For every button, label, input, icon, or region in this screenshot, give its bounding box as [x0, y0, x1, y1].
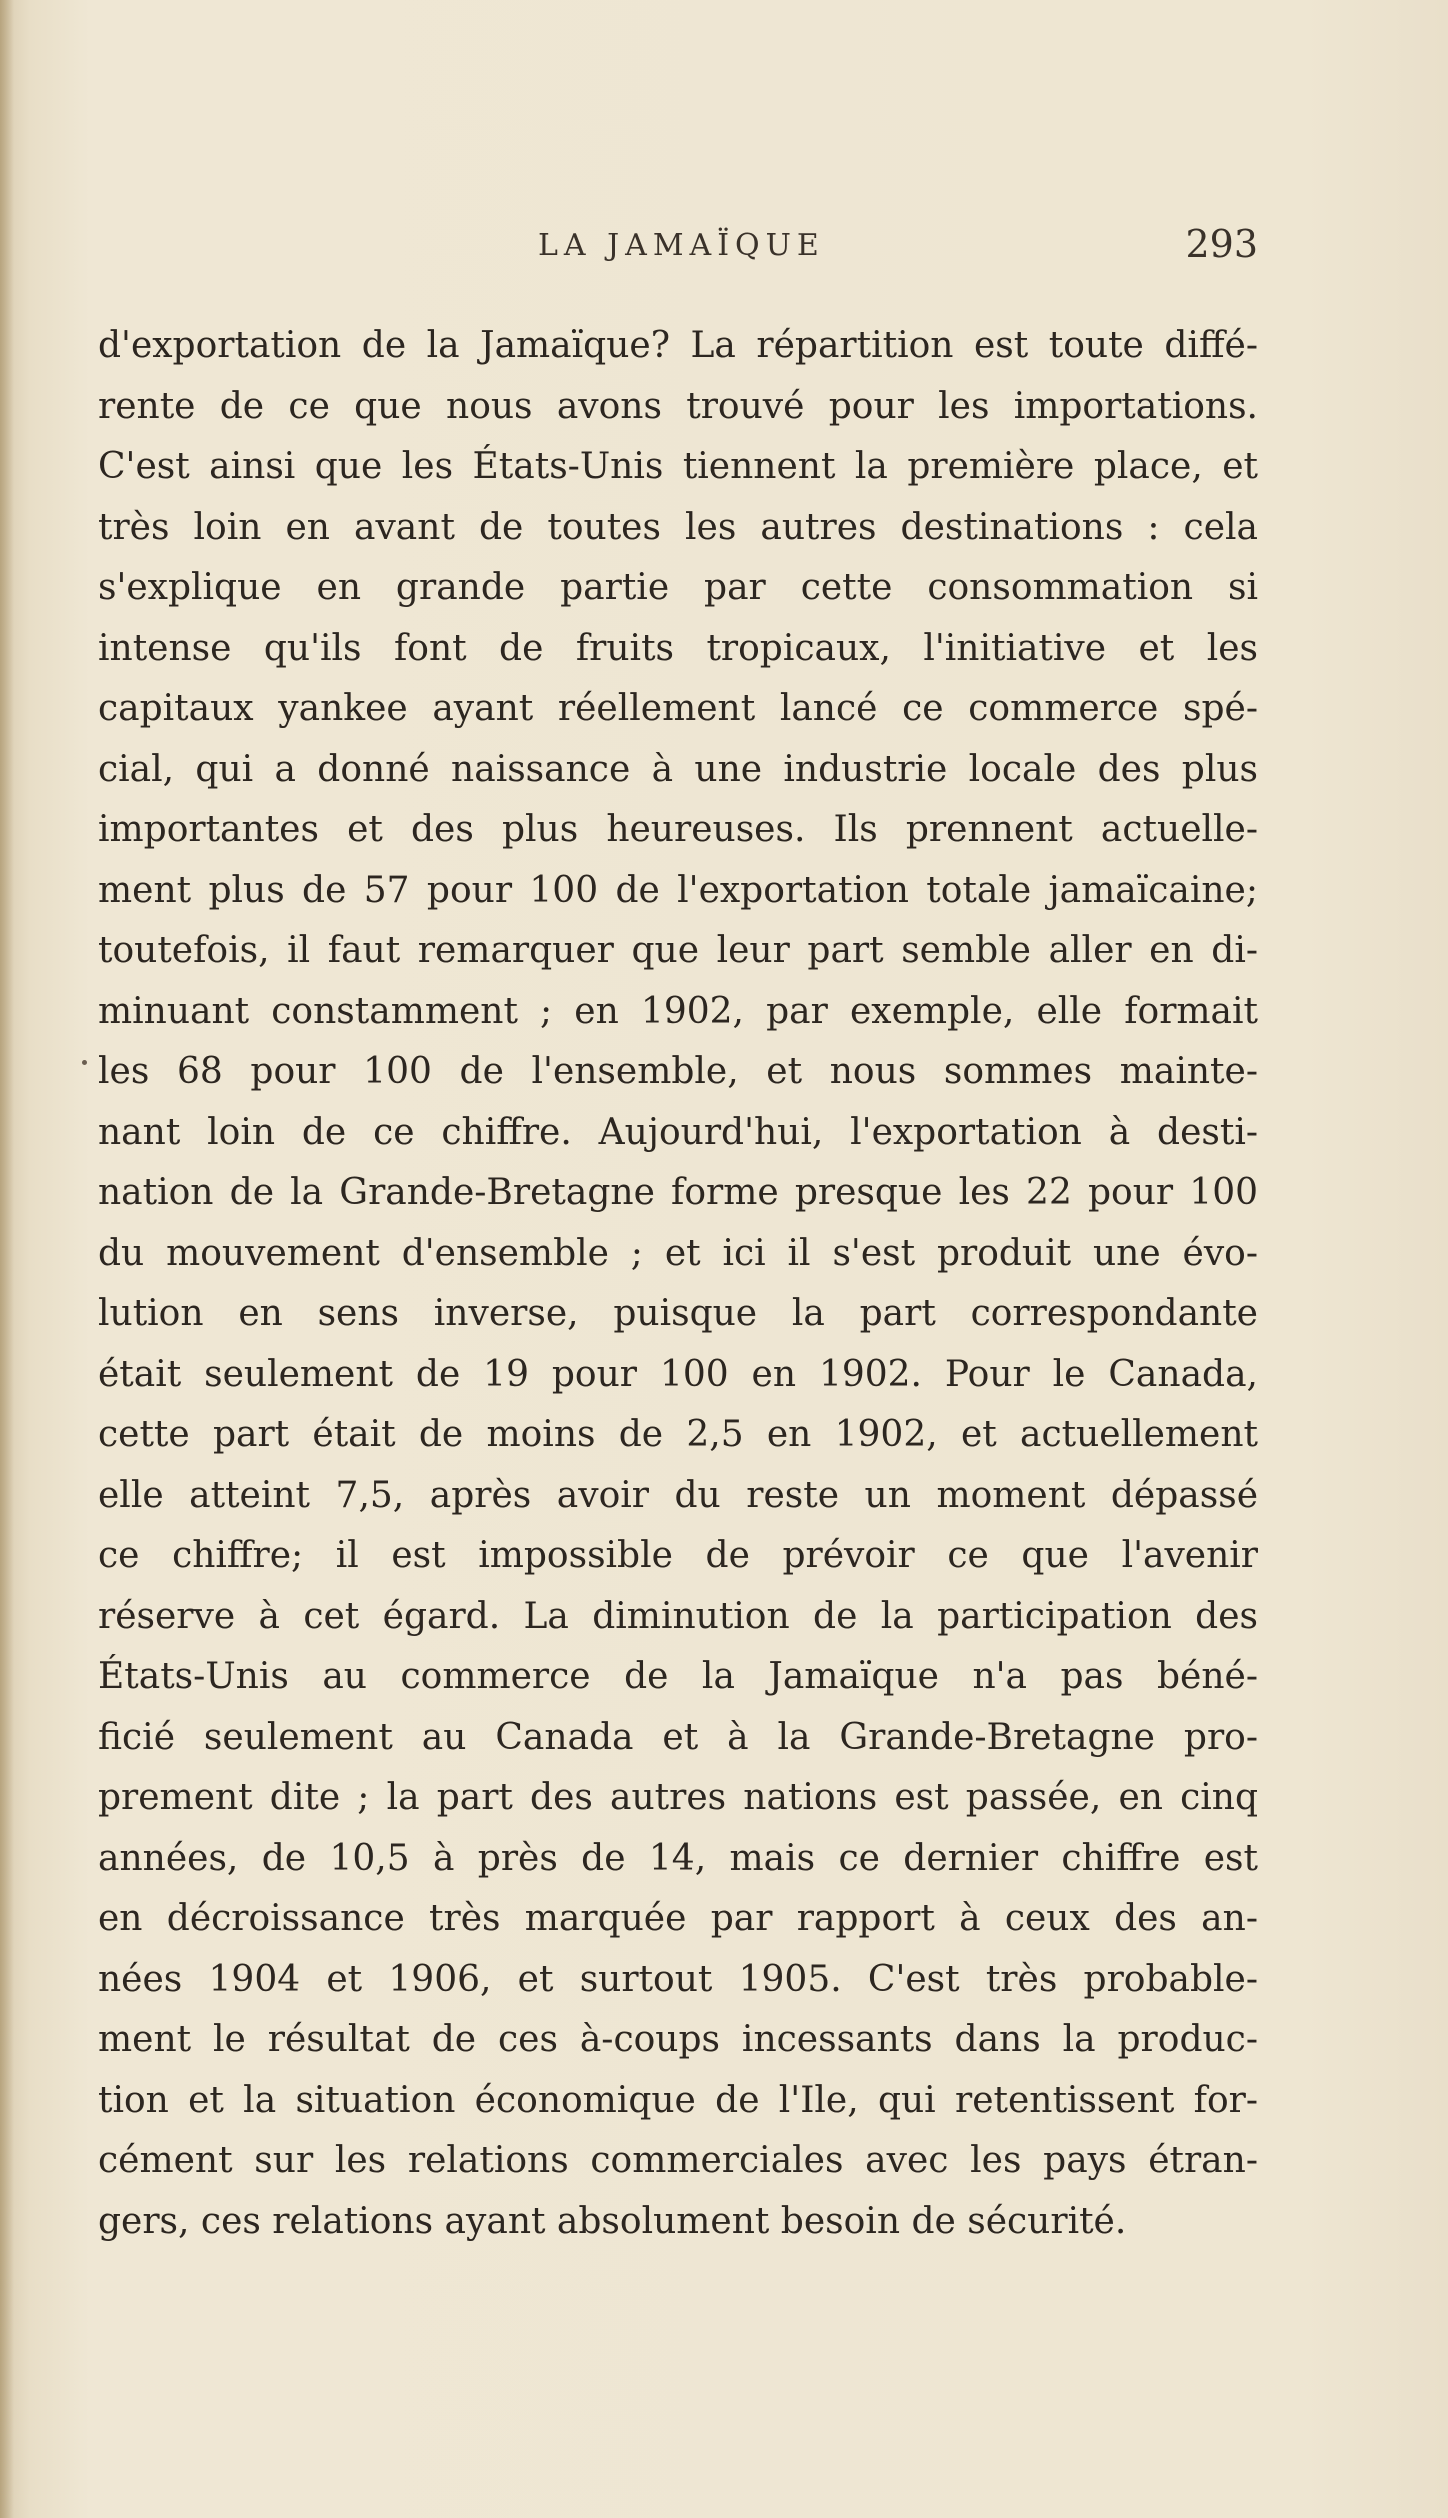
- text-line: nation de la Grande-Bretagne forme presque les 22 pour 100: [98, 1172, 1258, 1213]
- running-head: [98, 222, 1258, 268]
- text-line: rente de ce que nous avons trouvé pour les importations.: [98, 385, 1258, 427]
- page-edge-shadow: [0, 0, 14, 2518]
- text-line: prement dite ; la part des autres nations est passée, en cinq: [98, 1777, 1258, 1818]
- text-line: minuant constamment ; en 1902, par exemple, elle formait: [98, 990, 1258, 1032]
- text-line: capitaux yankee ayant réellement lancé ce commerce spé-: [98, 688, 1258, 729]
- text-line: elle atteint 7,5, après avoir du reste un moment dépassé: [98, 1474, 1258, 1516]
- text-line: ficié seulement au Canada et à la Grande-Bretagne pro-: [98, 1716, 1258, 1758]
- text-line: très loin en avant de toutes les autres destinations : cela: [98, 506, 1258, 548]
- text-line: C'est ainsi que les États-Unis tiennent la première place, et: [98, 446, 1258, 487]
- running-title: LA JAMAÏQUE: [538, 228, 825, 263]
- text-line: s'explique en grande partie par cette consommation si: [98, 567, 1258, 608]
- text-line: ment le résultat de ces à-coups incessants dans la produc-: [98, 2019, 1258, 2060]
- text-line: ce chiffre; il est impossible de prévoir ce que l'avenir: [98, 1535, 1258, 1576]
- text-line: d'exportation de la Jamaïque? La répartition est toute diffé-: [98, 325, 1258, 366]
- text-line: cément sur les relations commerciales avec les pays étran-: [98, 2140, 1258, 2181]
- text-line: les 68 pour 100 de l'ensemble, et nous sommes mainte-: [98, 1051, 1258, 1092]
- text-line: gers, ces relations ayant absolument besoin de sécurité.: [98, 2200, 1127, 2242]
- text-line: tion et la situation économique de l'Ile, qui retentissent for-: [98, 2079, 1258, 2121]
- text-line: réserve à cet égard. La diminution de la participation des: [98, 1595, 1258, 1637]
- text-line: nant loin de ce chiffre. Aujourd'hui, l'exportation à desti-: [98, 1111, 1258, 1153]
- text-line: cial, qui a donné naissance à une industrie locale des plus: [98, 748, 1258, 790]
- text-line: importantes et des plus heureuses. Ils prennent actuelle-: [98, 809, 1258, 850]
- text-line: lution en sens inverse, puisque la part correspondante: [98, 1293, 1258, 1334]
- text-line: États-Unis au commerce de la Jamaïque n'a pas béné-: [98, 1656, 1258, 1697]
- text-line: années, de 10,5 à près de 14, mais ce dernier chiffre est: [98, 1837, 1258, 1879]
- page-number: 293: [1185, 222, 1258, 266]
- text-line: intense qu'ils font de fruits tropicaux, l'initiative et les: [98, 627, 1258, 669]
- text-line: cette part était de moins de 2,5 en 1902, et actuellement: [98, 1414, 1258, 1455]
- text-line: du mouvement d'ensemble ; et ici il s'est produit une évo-: [98, 1232, 1258, 1274]
- body-text: [98, 316, 1258, 2252]
- text-line: nées 1904 et 1906, et surtout 1905. C'est très probable-: [98, 1958, 1258, 2000]
- text-line: toutefois, il faut remarquer que leur part semble aller en di-: [98, 930, 1258, 971]
- text-line: était seulement de 19 pour 100 en 1902. Pour le Canada,: [98, 1353, 1258, 1395]
- margin-dot: [82, 1060, 87, 1065]
- text-line: en décroissance très marquée par rapport à ceux des an-: [98, 1898, 1258, 1939]
- text-line: ment plus de 57 pour 100 de l'exportation totale jamaïcaine;: [98, 869, 1258, 911]
